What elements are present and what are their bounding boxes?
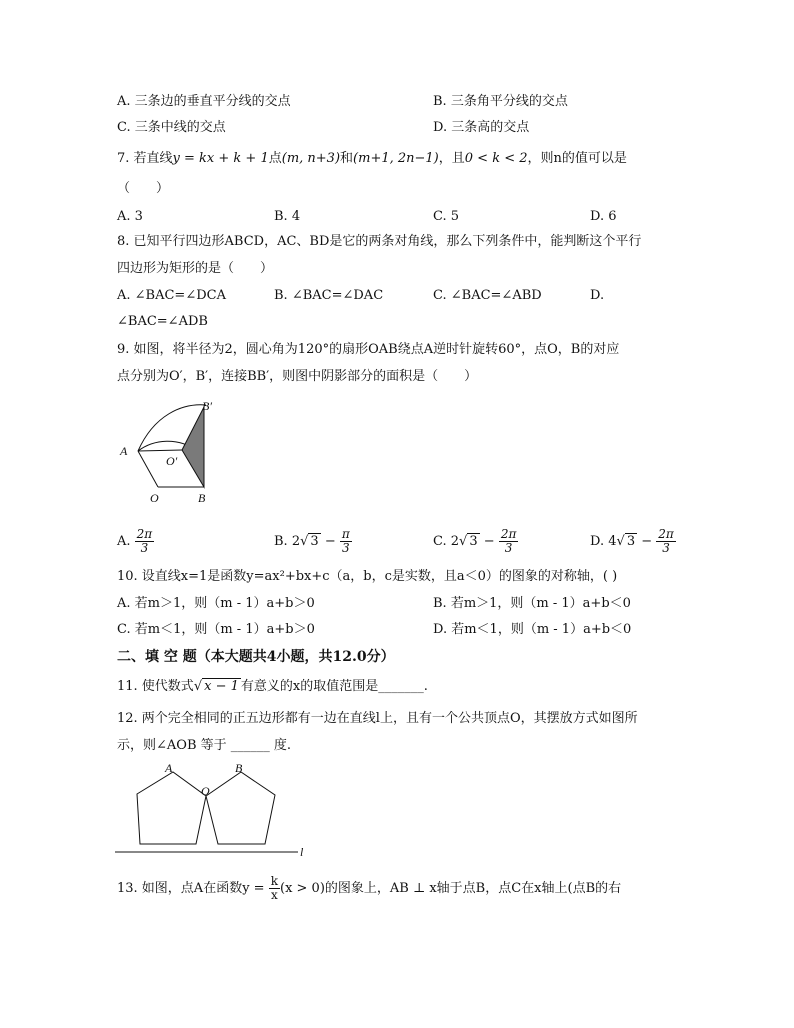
q12-label-b: B [235,761,243,775]
q7-stem [117,150,627,168]
q7-formula: y = kx + k + 1 [172,151,269,166]
q12-right-pentagon [206,772,275,844]
q7-option-b: B. 4 [274,209,301,224]
q8-option-a: A. ∠BAC=∠DCA [117,288,226,303]
q7-mid1: 点 [268,151,282,166]
q12-left-pentagon [137,772,206,844]
q7-point2: (m+1, 2n−1) [353,151,439,166]
q12-line2: 示，则∠AOB 等于 ______ 度. [117,738,292,753]
q7-prefix: 7. 若直线 [117,151,173,166]
q6-option-a: A. 三条边的垂直平分线的交点 [117,94,291,109]
q9-option-b-coef: 2 [291,534,301,549]
q9-figure [110,395,230,510]
q7-paren: （ ） [117,181,170,196]
q9-option-d-den: 3 [662,541,670,555]
q11-stem: 11. 使代数式√ x − 1 有意义的x的取值范围是_______. [117,679,428,694]
q13-suffix: (x > 0)的图象上，AB ⊥ x轴于点B，点C在x轴上(点B的右 [280,881,622,896]
q9-label-o-prime: O′ [166,454,178,468]
q8-option-b: B. ∠BAC=∠DAC [274,288,384,303]
q9-option-b-num: π [341,527,350,541]
q8-option-c: C. ∠BAC=∠ABD [433,288,542,303]
q9-option-c-den: 3 [504,541,513,555]
q13-fraction [269,875,280,902]
q6-option-b: B. 三条角平分线的交点 [433,94,568,109]
q9-option-a-fraction [135,528,155,555]
q12-label-l: l [300,845,304,859]
q9-option-b-radicand: 3 [310,534,319,549]
q13-fraction-num: k [270,874,278,888]
q8-line2: 四边形为矩形的是（ ） [117,261,274,276]
q9-label-b-prime: B′ [202,399,212,413]
q10-option-d: D. 若m＜1，则（m - 1）a+b＜0 [433,622,632,637]
q9-option-c-num: 2π [500,527,517,541]
q9-option-b: B. 2√ 3 − $\frac{\pi}{3}$ [274,527,350,555]
q10-option-a: A. 若m＞1，则（m - 1）a+b＞0 [117,596,315,611]
q9-option-d-radicand: 3 [626,534,636,549]
q9-option-d-fraction [656,528,676,555]
q9-option-c-fraction [499,528,519,555]
q8-option-d: D. [590,288,605,303]
q11-prefix: 11. 使代数式 [117,679,194,694]
q9-label-a: A [120,444,128,458]
q9-option-b-fraction [340,528,352,555]
q9-option-b-minus: − [324,534,336,549]
q6-option-c: C. 三条中线的交点 [117,120,226,135]
q7-mid3: ，且 [438,151,465,166]
q9-option-d-coef: 4 [608,534,617,549]
q10-stem: 10. 设直线x=1是函数y=ax²+bx+c（a，b，c是实数，且a＜0）的图象的对称轴，( ) [117,569,618,584]
q6-option-d: D. 三条高的交点 [433,120,530,135]
q9-option-d-minus: − [641,534,653,549]
q9-option-b-den: 3 [342,541,350,555]
q13-stem [117,875,621,902]
q9-option-c-coef: 2 [450,534,460,549]
q9-line1: 9. 如图，将半径为2，圆心角为120°的扇形OAB绕点A逆时针旋转60°，点O，B的对应 [117,342,620,357]
q7-point1: (m, n+3) [281,151,341,166]
q8-option-d-text: ∠BAC=∠ADB [117,314,208,329]
q7-option-d: D. 6 [590,209,617,224]
q9-option-c-label: C. [433,534,447,549]
q13-fraction-den: x [270,888,278,902]
q9-option-c: C. 2√ 3 − $\frac{2\pi}{3}$ [433,527,517,555]
q12-line1: 12. 两个完全相同的正五边形都有一边在直线l上，且有一个公共顶点O，其摆放方式如图所 [117,711,638,726]
q8-line1: 8. 已知平行四边形ABCD，AC、BD是它的两条对角线，那么下列条件中，能判断这个平行 [117,234,642,249]
q9-option-a [117,528,154,555]
q9-line2: 点分别为O′，B′，连接BB′，则图中阴影部分的面积是（ ） [117,369,478,384]
q9-option-b-label: B. [274,534,288,549]
q11-radicand: x − 1 [204,679,239,694]
q9-segment-a-o-prime [138,450,182,451]
q7-condition: 0 < k < 2 [464,151,528,166]
q12-figure [110,760,310,860]
q7-suffix: ，则n的值可以是 [527,151,627,166]
q9-option-a-label: A. [117,534,131,549]
q9-option-d: D. 4√ 3 − $\frac{2\pi}{3}$ [590,527,674,555]
q12-label-o: O [201,784,210,798]
q9-label-o: O [150,491,159,505]
q7-mid2: 和 [340,151,354,166]
q9-option-a-num: 2π [136,527,153,541]
q12-label-a: A [165,761,173,775]
q9-option-c-radicand: 3 [469,534,478,549]
q9-segment-a-o [138,451,158,487]
q9-option-d-label: D. [590,534,605,549]
q7-option-c: C. 5 [433,209,460,224]
q9-label-b: B [198,491,206,505]
q13-prefix: 13. 如图，点A在函数y = [117,881,265,896]
section-title: 二、填 空 题（本大题共4小题，共12.0分） [117,649,395,665]
q9-shaded-region [182,407,204,487]
q10-option-c: C. 若m＜1，则（m - 1）a+b＞0 [117,622,315,637]
q9-option-a-den: 3 [140,541,149,555]
q9-option-c-minus: − [483,534,495,549]
q10-option-b: B. 若m＞1，则（m - 1）a+b＜0 [433,596,631,611]
q11-suffix: 有意义的x的取值范围是_______. [240,679,428,694]
q7-option-a: A. 3 [117,209,143,224]
q9-option-d-num: 2π [658,527,674,541]
